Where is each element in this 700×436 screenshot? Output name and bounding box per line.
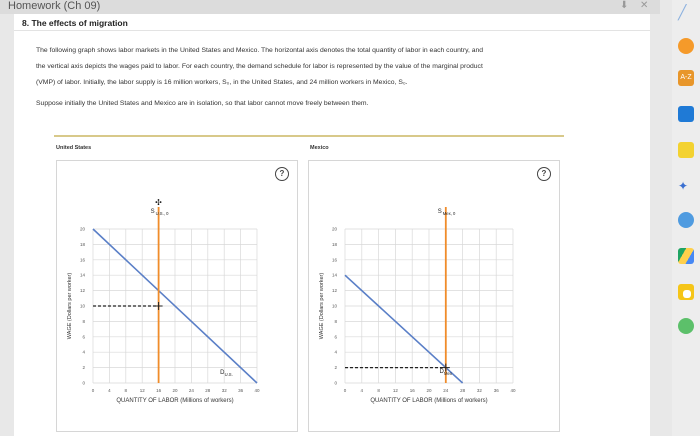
x-axis-label: QUANTITY OF LABOR (Millions of workers) <box>370 398 488 404</box>
x-tick-label: 28 <box>460 388 466 393</box>
y-tick-label: 10 <box>79 303 85 309</box>
panel-title-us: United States <box>56 145 92 151</box>
y-axis-label: WAGE (Dollars per worker) <box>319 272 325 340</box>
graph-panel-mexico[interactable] <box>308 160 560 432</box>
x-tick-label: 40 <box>510 388 516 393</box>
y-tick-label: 16 <box>79 257 85 263</box>
y-tick-label: 2 <box>334 365 337 371</box>
supply-label: S <box>437 209 442 215</box>
supply-label-sub: U.S., 0 <box>155 211 169 216</box>
demand-label: D <box>439 368 444 375</box>
supply-label: S <box>150 209 155 215</box>
y-tick-label: 8 <box>334 318 337 324</box>
x-tick-label: 20 <box>426 388 432 393</box>
divider <box>14 30 650 31</box>
x-tick-label: 16 <box>409 388 415 393</box>
x-tick-label: 36 <box>238 388 244 393</box>
pen-icon[interactable]: ╱ <box>678 4 687 20</box>
drive-icon[interactable] <box>678 248 694 264</box>
y-tick-label: 14 <box>79 272 85 278</box>
y-tick-label: 0 <box>334 380 337 386</box>
translate-icon[interactable]: ✦ <box>678 179 689 193</box>
y-tick-label: 4 <box>82 349 85 355</box>
y-tick-label: 0 <box>82 380 85 386</box>
a-z-icon[interactable]: A-Z <box>678 70 694 86</box>
y-tick-label: 12 <box>79 288 85 294</box>
y-tick-label: 20 <box>79 226 85 232</box>
x-tick-label: 0 <box>343 388 347 393</box>
y-tick-label: 4 <box>334 349 337 355</box>
demand-label-sub: U.S. <box>224 371 233 377</box>
bookmark-icon[interactable] <box>678 106 694 122</box>
x-tick-label: 8 <box>377 388 380 393</box>
graph-panel-us[interactable] <box>56 160 298 432</box>
y-tick-label: 18 <box>331 241 337 247</box>
notes-page-icon <box>683 290 691 298</box>
x-tick-label: 40 <box>254 388 260 393</box>
x-tick-label: 32 <box>221 388 227 393</box>
y-tick-label: 10 <box>331 303 337 309</box>
intro-line: the vertical axis depicts the wages paid to labor. For each country, the demand schedule for labor is represented by the value of the marginal product <box>36 63 483 70</box>
mexico-labor-chart[interactable] <box>309 161 559 431</box>
drag-cursor-icon: ✣ <box>155 198 162 207</box>
y-axis-label: WAGE (Dollars per worker) <box>67 272 73 340</box>
y-tick-label: 14 <box>331 272 337 278</box>
x-tick-label: 32 <box>476 388 482 393</box>
x-tick-label: 12 <box>392 388 398 393</box>
x-tick-label: 16 <box>156 388 162 393</box>
question-suppose: Suppose initially the United States and Mexico are in isolation, so that labor cannot move freely between them. <box>36 100 369 107</box>
y-tick-label: 16 <box>331 257 337 263</box>
x-tick-label: 4 <box>360 388 364 393</box>
help-button-us[interactable]: ? <box>275 167 289 181</box>
x-axis-label: QUANTITY OF LABOR (Millions of workers) <box>116 398 234 404</box>
x-tick-label: 8 <box>124 388 128 393</box>
graph-divider <box>54 135 564 137</box>
y-tick-label: 12 <box>331 288 337 294</box>
y-tick-label: 2 <box>82 365 85 371</box>
y-tick-label: 8 <box>82 318 85 324</box>
x-tick-label: 20 <box>172 388 178 393</box>
x-tick-label: 12 <box>139 388 145 393</box>
circle-app-icon[interactable] <box>678 318 694 334</box>
highlighter-icon[interactable] <box>678 142 694 158</box>
panel-title-mexico: Mexico <box>310 145 329 151</box>
x-tick-label: 24 <box>188 388 194 393</box>
app-title: Homework (Ch 09) <box>8 0 101 12</box>
question-intro <box>36 43 648 91</box>
question-title: 8. The effects of migration <box>22 18 128 28</box>
y-tick-label: 18 <box>79 241 85 247</box>
y-tick-label: 6 <box>334 334 337 340</box>
us-labor-chart[interactable] <box>57 161 297 431</box>
x-tick-label: 28 <box>205 388 211 393</box>
y-tick-label: 20 <box>331 226 337 232</box>
window-titlebar <box>0 0 660 14</box>
download-icon[interactable]: ⬇ <box>620 0 629 11</box>
browser-sidebar <box>672 0 700 436</box>
cloud-icon[interactable] <box>678 212 694 228</box>
supply-label-sub: Mex, 0 <box>442 211 456 216</box>
demand-label-sub: Mex <box>444 370 452 376</box>
x-tick-label: 4 <box>108 388 111 393</box>
demand-label: D <box>220 369 225 376</box>
close-icon[interactable]: ✕ <box>640 0 649 11</box>
x-tick-label: 24 <box>443 388 449 393</box>
x-tick-label: 0 <box>91 388 95 393</box>
intro-line: (VMP) of labor. Initially, the labor supply is 16 million workers, S₀, in the United States, and 24 million workers in Mexico, S₀. <box>36 79 408 86</box>
y-tick-label: 6 <box>82 334 85 340</box>
feed-icon[interactable] <box>678 38 694 54</box>
help-button-mexico[interactable]: ? <box>537 167 551 181</box>
x-tick-label: 36 <box>493 388 499 393</box>
intro-line: The following graph shows labor markets in the United States and Mexico. The horizontal axis denotes the total quantity of labor in each country, and <box>36 47 484 54</box>
